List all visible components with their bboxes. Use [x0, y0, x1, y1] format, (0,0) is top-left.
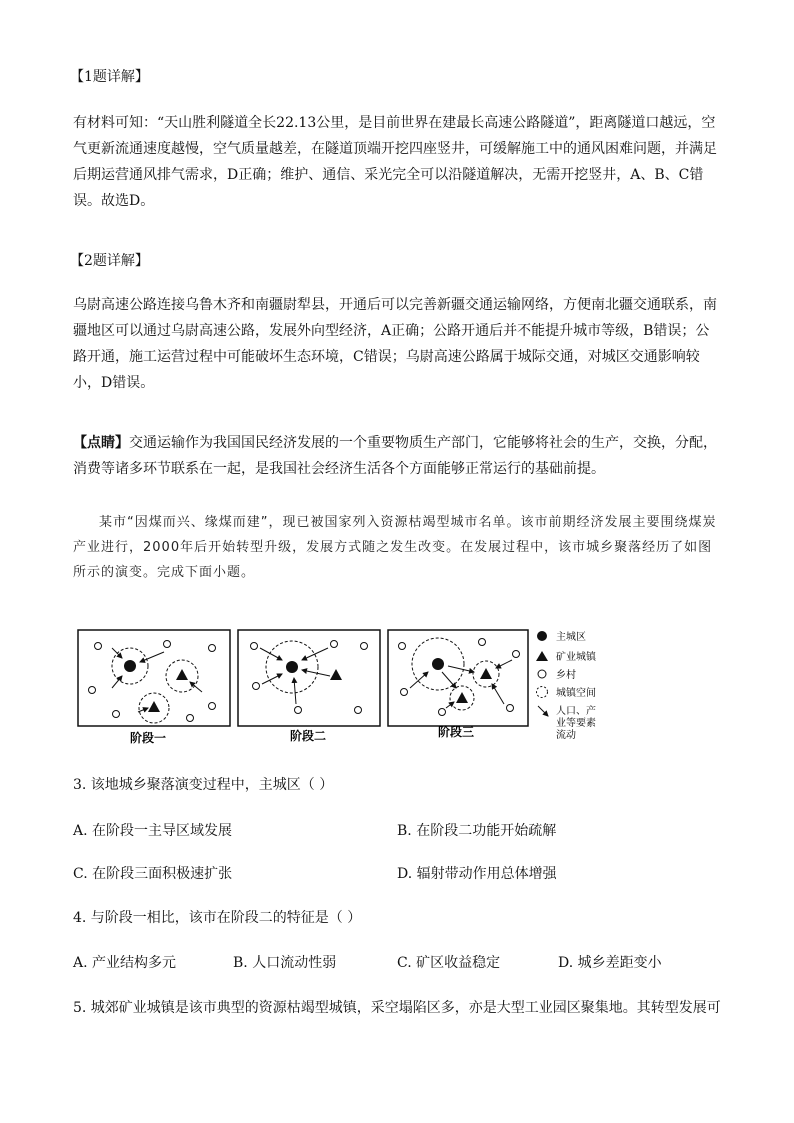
- material-paragraph: 某市“因煤而兴、缘煤而建”，现已被国家列入资源枯竭型城市名单。该市前期经济发展主要围绕煤炭产业进行，2000年后开始转型升级，发展方式随之发生改变。在发展过程中，该市城乡聚落经历了如图所示的演变。完成下面小题。: [73, 515, 717, 580]
- main-city-icon: [432, 658, 444, 670]
- question-4-option-b[interactable]: B. 人口流动性弱: [233, 955, 337, 971]
- section-1-body: 有材料可知：“天山胜利隧道全长22.13公里，是目前世界在建最长高速公路隧道”，距离隧道口越远，空气更新流通速度越慢，空气质量越差，在隧道顶端开挖四座竖井，可缓解施工中的通风困难问题，并满足后期运营通风排气需求，D正确；维护、通信、采光完全可以沿隧道解决，无需开挖竖井，A、B、C错误。故选D。: [73, 115, 717, 209]
- stage-3-panel: [388, 630, 528, 726]
- legend-village: 乡村: [556, 670, 576, 681]
- note-body: 交通运输作为我国国民经济发展的一个重要物质生产部门，它能够将社会的生产，交换，分配，消费等诸多环节联系在一起，是我国社会经济生活各个方面能够正常运行的基础前提。: [73, 435, 717, 477]
- main-city-icon: [124, 660, 136, 672]
- legend-mining-town: 矿业城镇: [556, 652, 596, 663]
- legend-flow-line3: 流动: [556, 730, 576, 741]
- stage-1-panel: [78, 630, 230, 726]
- legend-flow-line1: 人口、产: [556, 706, 596, 717]
- stage-3-label: 阶段三: [438, 725, 475, 739]
- section-2-body: 乌尉高速公路连接乌鲁木齐和南疆尉犁县，开通后可以完善新疆交通运输网络，方便南北疆交通联系，南疆地区可以通过乌尉高速公路，发展外向型经济，A正确；公路开通后并不能提升城市等级，B错误；公路开通，施工运营过程中可能破坏生态环境，C错误；乌尉高速公路属于城际交通，对城区交通影响较小，D错误。: [73, 297, 717, 391]
- question-5-stem: 5. 城郊矿业城镇是该市典型的资源枯竭型城镇，采空塌陷区多，亦是大型工业园区聚集地。其转型发展可: [73, 1000, 721, 1016]
- question-3-option-d[interactable]: D. 辐射带动作用总体增强: [397, 866, 557, 882]
- legend: [536, 630, 597, 741]
- question-3-option-a[interactable]: A. 在阶段一主导区域发展: [73, 823, 233, 839]
- main-city-icon: [286, 661, 298, 673]
- stage-2-panel: [238, 630, 380, 726]
- question-4-option-a[interactable]: A. 产业结构多元: [73, 955, 177, 971]
- stage-2-label: 阶段二: [290, 729, 327, 743]
- settlement-evolution-figure: [72, 622, 732, 746]
- section-2-title: 【2题详解】: [70, 253, 149, 269]
- legend-flow-line2: 业等要素: [556, 718, 596, 729]
- note-paragraph: [73, 430, 723, 482]
- section-1-title: 【1题详解】: [70, 69, 149, 85]
- question-3-option-c[interactable]: C. 在阶段三面积极速扩张: [73, 866, 233, 882]
- legend-town-space: 城镇空间: [556, 688, 596, 699]
- legend-main-city: 主城区: [556, 632, 586, 643]
- question-4-option-c[interactable]: C. 矿区收益稳定: [397, 955, 501, 971]
- question-3-stem: 3. 该地城乡聚落演变过程中，主城区（ ）: [73, 777, 334, 793]
- note-label: 【点睛】: [73, 435, 129, 451]
- question-4-option-d[interactable]: D. 城乡差距变小: [558, 955, 662, 971]
- question-4-stem: 4. 与阶段一相比，该市在阶段二的特征是（ ）: [73, 910, 362, 926]
- stage-1-label: 阶段一: [130, 731, 167, 745]
- question-3-option-b[interactable]: B. 在阶段二功能开始疏解: [397, 823, 557, 839]
